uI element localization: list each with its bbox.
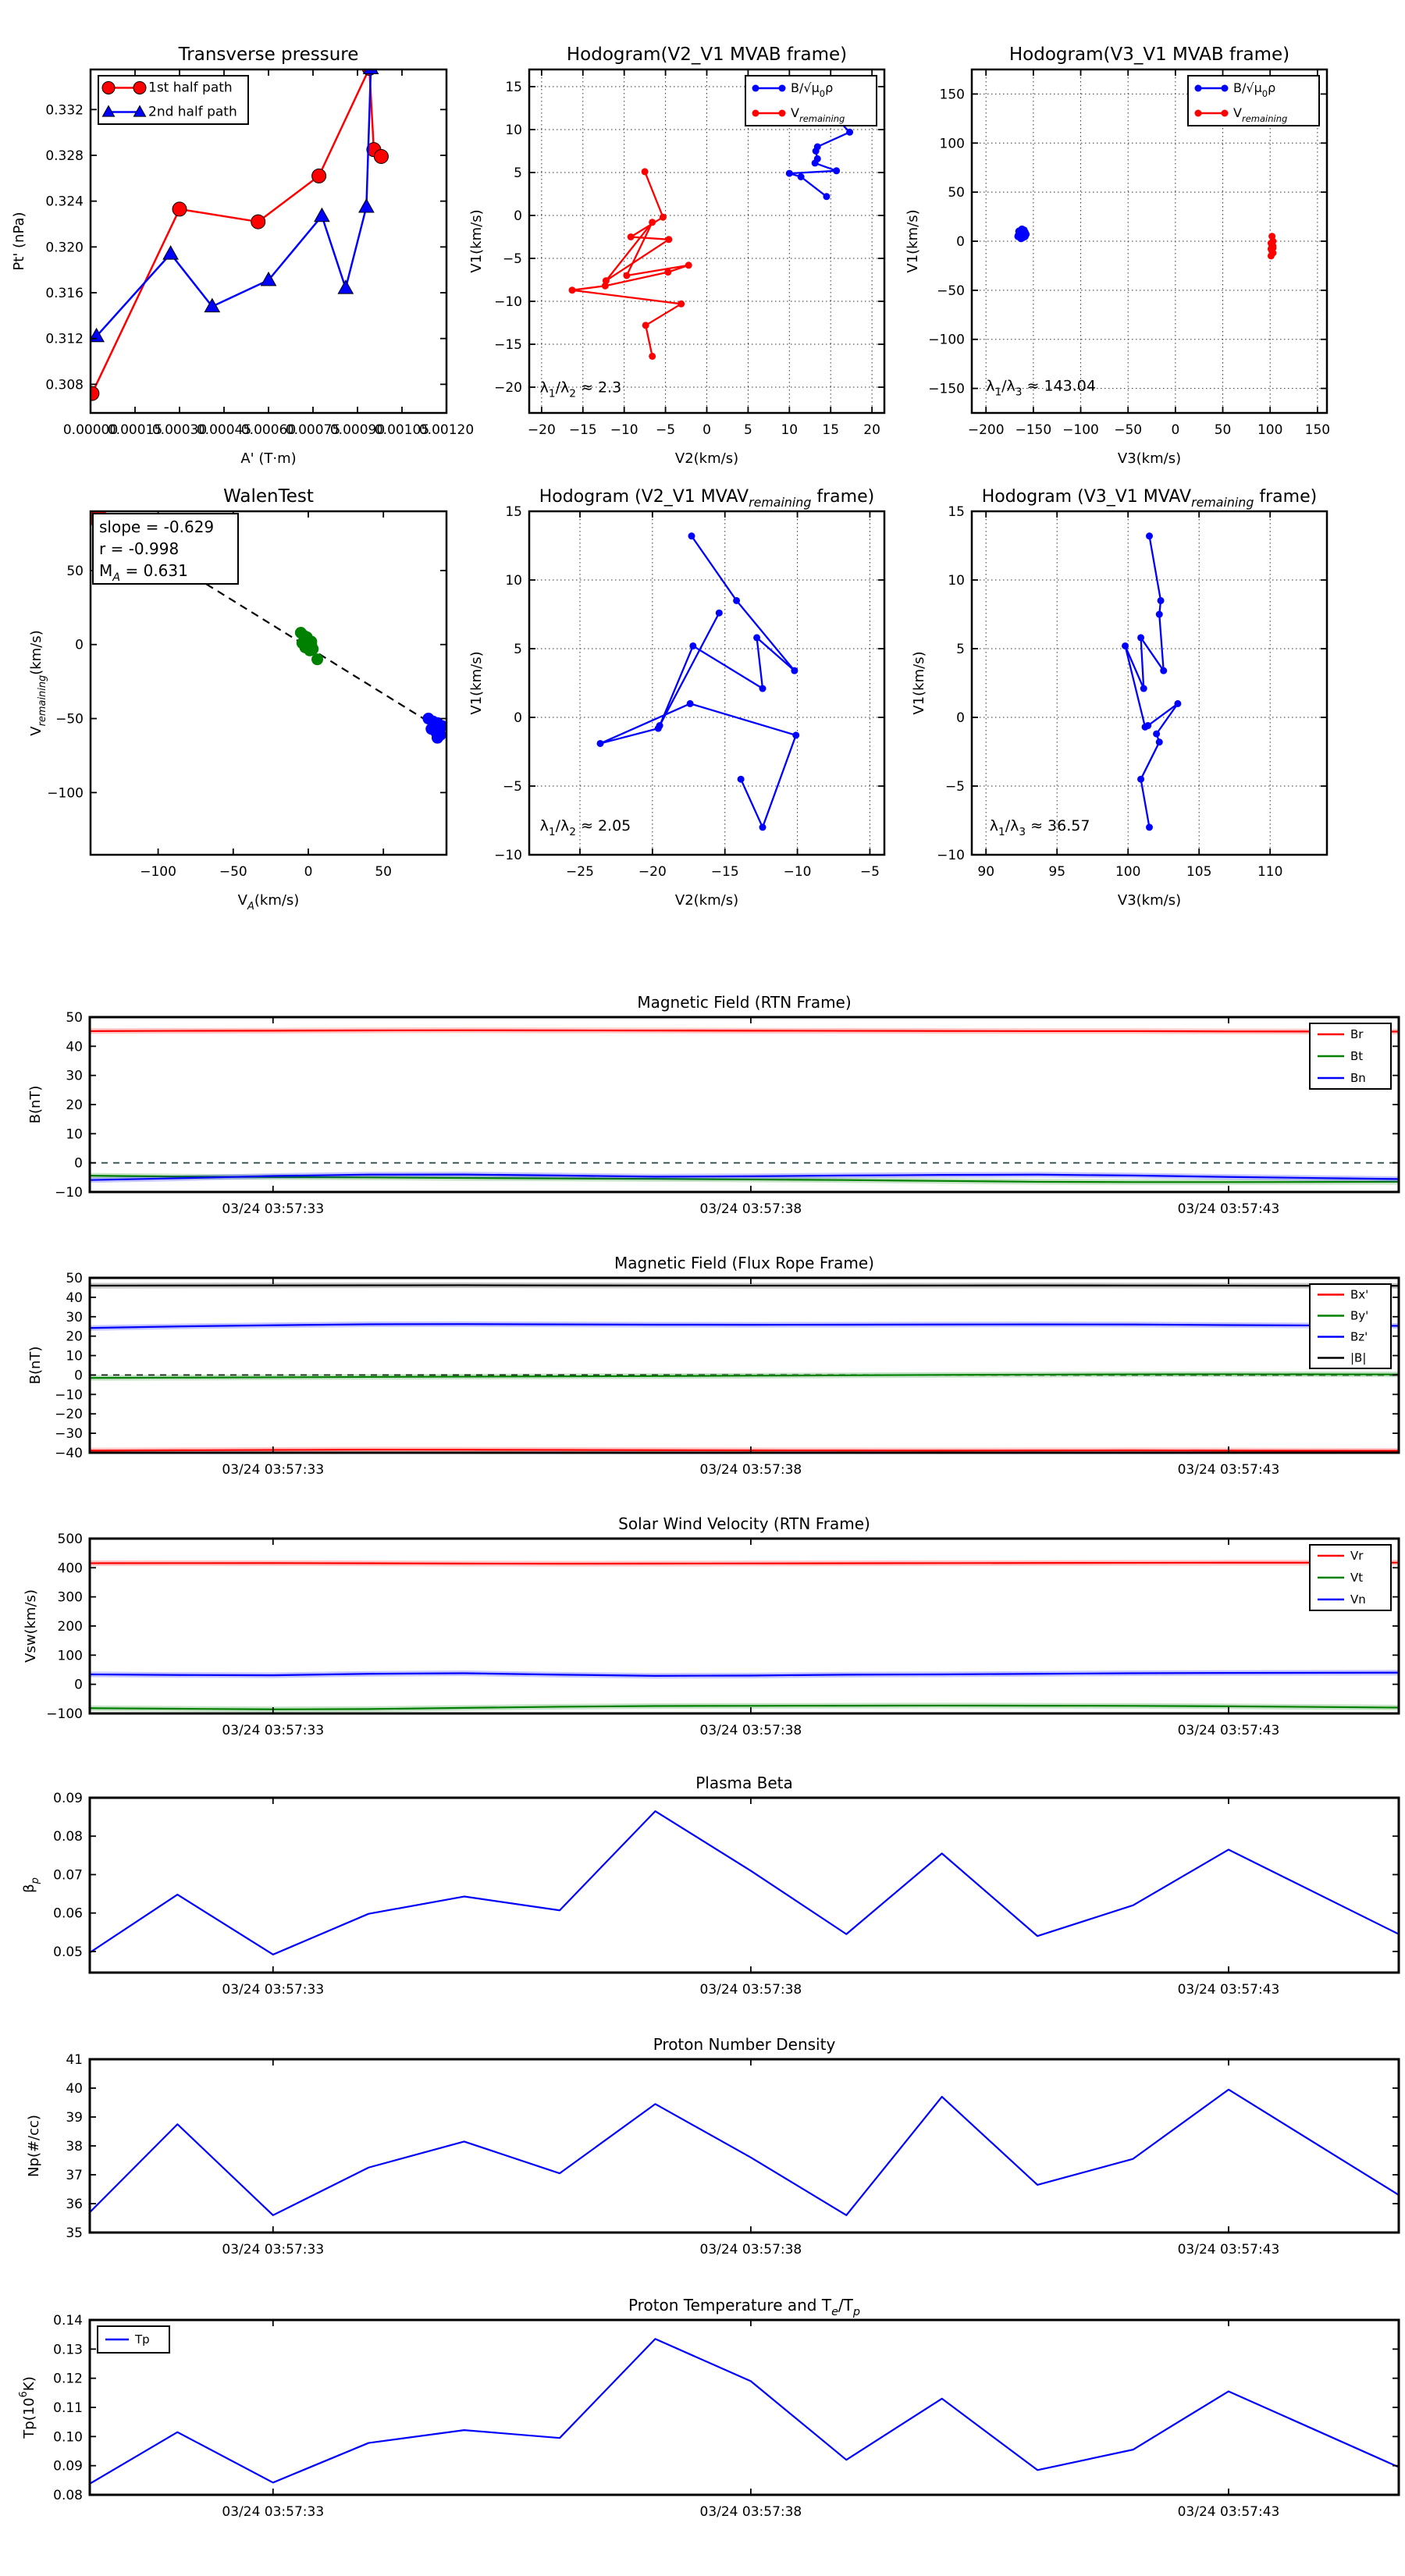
svg-text:150: 150 [1304, 422, 1331, 438]
vsw-rtn-plot [23, 1514, 1399, 1738]
svg-text:−5: −5 [944, 779, 965, 795]
svg-text:0.08: 0.08 [53, 2488, 83, 2503]
svg-text:50: 50 [66, 1271, 83, 1286]
svg-text:−30: −30 [55, 1426, 83, 1443]
hodogram-v3v1-mvab-xlabel: V3(km/s) [1117, 450, 1182, 467]
svg-text:20: 20 [66, 1329, 83, 1345]
proton-temperature-ylabel: $Tp(10^6K)$ [18, 2376, 37, 2439]
svg-text:0.00030: 0.00030 [151, 422, 208, 438]
proton-density-ticks [90, 2059, 1399, 2233]
svg-text:90: 90 [977, 864, 995, 880]
mag-rtn-ticks [90, 1017, 1399, 1192]
hodogram-v2v1-mvab-plot [468, 44, 884, 467]
svg-text:10: 10 [505, 573, 522, 589]
svg-text:100: 100 [57, 1648, 83, 1664]
hodogram-v2v1-mvav-plot [468, 487, 884, 909]
svg-text:0: 0 [1171, 422, 1180, 438]
hodogram-v2v1-mvab-xlabel: V2(km/s) [674, 450, 739, 467]
hodogram-v3v1-mvav-axes-frame [972, 511, 1327, 855]
mag-fluxrope-legend-label-b: |B| [1350, 1350, 1367, 1365]
walen-test-markers-cluster-center [295, 627, 323, 665]
svg-text:0: 0 [304, 864, 313, 880]
svg-text:5: 5 [514, 642, 522, 657]
vsw-rtn-legend-label-vr: Vr [1350, 1549, 1364, 1563]
hodogram-v3v1-mvav-ticks [972, 511, 1327, 855]
hodogram-v3v1-mvab-markers-b-over-sqrt-mu0-rho [1014, 226, 1030, 242]
svg-text:0.05: 0.05 [53, 1944, 83, 1960]
svg-text:0.308: 0.308 [45, 377, 84, 393]
svg-text:0.332: 0.332 [45, 102, 84, 119]
svg-text:300: 300 [57, 1589, 83, 1606]
svg-text:03/24 03:57:33: 03/24 03:57:33 [222, 1201, 325, 1217]
svg-text:03/24 03:57:43: 03/24 03:57:43 [1177, 2242, 1280, 2258]
walen-test-tick-labels [47, 564, 392, 880]
walen-test-stat-line-1: r = -0.998 [99, 539, 180, 558]
svg-text:0.316: 0.316 [45, 286, 84, 301]
svg-text:50: 50 [948, 185, 965, 201]
hodogram-v3v1-mvav-plot [911, 487, 1327, 909]
plasma-beta-axes-frame [90, 1798, 1399, 1973]
plasma-beta-series-beta [90, 1811, 1399, 1955]
hodogram-v3v1-mvav-grid [972, 511, 1327, 855]
hodogram-v2v1-mvav-xlabel: V2(km/s) [674, 892, 739, 909]
transverse-pressure-legend-label-1st-half-path: 1st half path [148, 80, 233, 96]
svg-text:39: 39 [66, 2110, 83, 2126]
svg-text:41: 41 [66, 2052, 83, 2068]
hodogram-v2v1-mvav-axes-frame [529, 511, 884, 855]
mag-rtn-title: Magnetic Field (RTN Frame) [637, 993, 852, 1012]
svg-text:0.00105: 0.00105 [374, 422, 430, 438]
svg-text:110: 110 [1257, 864, 1283, 880]
svg-text:10: 10 [948, 573, 965, 589]
svg-text:200: 200 [57, 1619, 83, 1635]
walen-test-statbox [93, 514, 238, 584]
vsw-rtn-legend-label-vn: Vn [1350, 1592, 1366, 1606]
svg-text:0: 0 [74, 1677, 83, 1693]
svg-text:50: 50 [375, 864, 393, 880]
proton-density-plot [26, 2035, 1399, 2258]
hodogram-v3v1-mvab-legend-label-b-0: $B/√\mu_0\rho$ [1233, 80, 1276, 99]
svg-text:03/24 03:57:38: 03/24 03:57:38 [699, 2504, 802, 2520]
svg-text:0.00075: 0.00075 [285, 422, 341, 438]
mag-rtn-series-area [90, 1030, 1399, 1183]
svg-text:03/24 03:57:33: 03/24 03:57:33 [222, 1982, 325, 1998]
svg-text:40: 40 [66, 2081, 83, 2097]
svg-text:0.11: 0.11 [53, 2400, 83, 2416]
proton-density-title: Proton Number Density [653, 2035, 836, 2054]
walen-test-xlabel: $V_A(km/s)$ [237, 892, 300, 913]
svg-text:03/24 03:57:43: 03/24 03:57:43 [1177, 2504, 1280, 2520]
proton-temperature-legend [98, 2326, 169, 2353]
mag-rtn-tick-labels [55, 1010, 1279, 1217]
mag-rtn-axes-frame [90, 1017, 1399, 1192]
hodogram-v2v1-mvav-ticks [529, 511, 884, 855]
mag-fluxrope-legend [1310, 1284, 1391, 1368]
vsw-rtn-ylabel: Vsw(km/s) [23, 1589, 39, 1663]
mag-fluxrope-series-area [90, 1285, 1399, 1450]
svg-text:03/24 03:57:43: 03/24 03:57:43 [1177, 1982, 1280, 1998]
svg-text:400: 400 [57, 1560, 83, 1577]
mag-rtn-ylabel: B(nT) [27, 1085, 44, 1124]
svg-text:500: 500 [57, 1532, 83, 1547]
mag-fluxrope-ylabel: B(nT) [27, 1346, 44, 1385]
svg-text:20: 20 [66, 1098, 83, 1113]
svg-text:37: 37 [66, 2168, 83, 2183]
hodogram-v2v1-mvav-annotation: $\lambda_1/\lambda_2 \approx 2.05$ [539, 817, 631, 839]
mag-fluxrope-series-b [90, 1285, 1399, 1286]
svg-text:15: 15 [948, 504, 965, 520]
svg-text:0.09: 0.09 [53, 2458, 83, 2475]
hodogram-v2v1-mvav-tick-labels [494, 504, 880, 880]
plasma-beta-series-area [90, 1811, 1399, 1955]
svg-text:10: 10 [66, 1126, 83, 1143]
svg-text:03/24 03:57:38: 03/24 03:57:38 [699, 1982, 802, 1998]
svg-text:03/24 03:57:38: 03/24 03:57:38 [699, 2242, 802, 2258]
mag-rtn-legend-label-br: Br [1350, 1027, 1364, 1041]
svg-text:−40: −40 [55, 1446, 83, 1461]
svg-text:100: 100 [1257, 422, 1283, 438]
mag-rtn-legend-label-bt: Bt [1350, 1049, 1364, 1063]
svg-text:150: 150 [939, 87, 965, 103]
hodogram-v2v1-mvab-annotation: $\lambda_1/\lambda_2 \approx 2.3$ [539, 379, 622, 400]
svg-text:−15: −15 [568, 422, 597, 438]
walen-test-ylabel: $V_{remaining}(km/s)$ [28, 630, 48, 736]
svg-text:−15: −15 [710, 864, 739, 880]
svg-text:95: 95 [1048, 864, 1066, 880]
svg-text:−10: −10 [494, 848, 522, 863]
svg-text:−100: −100 [1062, 422, 1099, 438]
plasma-beta-tick-labels [53, 1791, 1279, 1998]
svg-text:−10: −10 [494, 294, 522, 310]
proton-density-tick-labels [66, 2052, 1279, 2258]
proton-temperature-title: Proton Temperature and $T_e/T_p$ [628, 2296, 861, 2318]
svg-text:−20: −20 [638, 864, 667, 880]
svg-text:40: 40 [66, 1039, 83, 1055]
walen-test-title: WalenTest [223, 486, 314, 507]
svg-text:0.00090: 0.00090 [329, 422, 386, 438]
svg-text:0: 0 [74, 1155, 83, 1172]
hodogram-v3v1-mvab-legend [1188, 76, 1319, 126]
svg-text:−20: −20 [527, 422, 556, 438]
svg-text:0: 0 [74, 1368, 83, 1384]
svg-text:−20: −20 [55, 1407, 83, 1423]
hodogram-v2v1-mvav-ylabel: V1(km/s) [468, 651, 485, 715]
hodogram-v3v1-mvab-annotation: $\lambda_1/\lambda_3 \approx 143.04$ [986, 377, 1096, 399]
svg-text:−20: −20 [494, 380, 522, 396]
hodogram-v3v1-mvab-legend-label-v-remaining: $V_{remaining}$ [1233, 105, 1288, 124]
hodogram-v2v1-mvab-title: Hodogram(V2_V1 MVAB frame) [566, 44, 848, 65]
svg-text:−100: −100 [46, 1706, 83, 1722]
walen-test-markers-cluster-2nd-half [422, 713, 447, 744]
svg-text:03/24 03:57:38: 03/24 03:57:38 [699, 1201, 802, 1217]
plasma-beta-ticks [90, 1798, 1399, 1973]
svg-text:0.00120: 0.00120 [418, 422, 475, 438]
hodogram-v3v1-mvav-title: Hodogram (V3_V1 $MVAV_{remaining}$ frame) [981, 487, 1318, 510]
svg-text:03/24 03:57:43: 03/24 03:57:43 [1177, 1723, 1280, 1738]
walen-test-plot [28, 486, 448, 913]
svg-text:100: 100 [939, 136, 965, 152]
svg-text:0.00015: 0.00015 [107, 422, 163, 438]
svg-text:0: 0 [702, 422, 711, 438]
hodogram-v2v1-mvab-series-area [569, 109, 854, 360]
hodogram-v3v1-mvab-title: Hodogram(V3_V1 MVAB frame) [1008, 44, 1290, 65]
proton-temperature-series-area [90, 2339, 1399, 2484]
svg-text:30: 30 [66, 1068, 83, 1084]
svg-text:−10: −10 [610, 422, 638, 438]
svg-text:0.09: 0.09 [53, 1791, 83, 1806]
svg-text:−50: −50 [219, 864, 247, 880]
mag-fluxrope-legend-label-bx: Bx' [1350, 1287, 1369, 1302]
transverse-pressure-ylabel: Pt' (nPa) [11, 212, 27, 271]
hodogram-v2v1-mvab-legend [745, 76, 877, 126]
transverse-pressure-xlabel: A' (T·m) [240, 450, 297, 467]
svg-text:5: 5 [743, 422, 752, 438]
hodogram-v3v1-mvab-markers-v-remaining [1268, 233, 1276, 259]
svg-text:50: 50 [1214, 422, 1232, 438]
svg-text:10: 10 [505, 123, 522, 138]
proton-density-axes-frame [90, 2059, 1399, 2233]
vsw-rtn-series-area [90, 1563, 1399, 1710]
svg-text:0.07: 0.07 [53, 1867, 83, 1884]
plasma-beta-title: Plasma Beta [695, 1774, 793, 1792]
plasma-beta-ylabel: $\beta_p$ [21, 1877, 41, 1893]
proton-temperature-legend-label-tp: Tp [135, 2332, 150, 2347]
svg-text:0.00060: 0.00060 [240, 422, 297, 438]
hodogram-v3v1-mvab-plot [905, 44, 1330, 467]
hodogram-v3v1-mvab-series-area [1014, 226, 1276, 259]
svg-text:−5: −5 [859, 864, 880, 880]
svg-text:15: 15 [505, 80, 522, 95]
svg-text:20: 20 [863, 422, 880, 438]
hodogram-v2v1-mvab-legend-label-v-remaining: $V_{remaining}$ [791, 105, 845, 124]
svg-text:0.324: 0.324 [45, 194, 84, 210]
hodogram-v3v1-mvav-ylabel: V1(km/s) [911, 651, 927, 715]
mag-rtn-plot [27, 993, 1399, 1217]
svg-text:10: 10 [781, 422, 799, 438]
plasma-beta-plot [21, 1774, 1399, 1998]
svg-text:0: 0 [956, 234, 965, 250]
mag-fluxrope-legend-label-bz: Bz' [1350, 1329, 1368, 1344]
svg-text:0.14: 0.14 [53, 2313, 83, 2329]
svg-text:0: 0 [514, 208, 522, 224]
svg-text:50: 50 [66, 563, 84, 579]
hodogram-v3v1-mvav-tick-labels [937, 504, 1282, 880]
proton-density-ylabel: Np(#/cc) [26, 2115, 42, 2177]
hodogram-v2v1-mvav-title: Hodogram (V2_V1 $MVAV_{remaining}$ frame) [539, 487, 875, 510]
mag-rtn-legend-label-bn: Bn [1350, 1071, 1366, 1085]
svg-text:−15: −15 [494, 337, 522, 353]
svg-text:0.12: 0.12 [53, 2371, 83, 2387]
svg-text:−150: −150 [1015, 422, 1052, 438]
svg-text:50: 50 [66, 1010, 83, 1026]
mag-rtn-legend [1310, 1023, 1391, 1089]
vsw-rtn-legend [1310, 1545, 1391, 1610]
mag-fluxrope-legend-label-by: By' [1350, 1308, 1369, 1323]
svg-text:−100: −100 [140, 864, 176, 880]
svg-text:−100: −100 [928, 332, 965, 348]
svg-text:35: 35 [66, 2226, 83, 2241]
svg-text:0: 0 [75, 637, 84, 653]
svg-text:03/24 03:57:43: 03/24 03:57:43 [1177, 1201, 1280, 1217]
transverse-pressure-legend-label-2nd-half-path: 2nd half path [148, 104, 237, 120]
svg-text:0.06: 0.06 [53, 1905, 83, 1922]
svg-text:−100: −100 [47, 785, 84, 802]
hodogram-v2v1-mvab-ylabel: V1(km/s) [468, 209, 485, 273]
mag-fluxrope-plot [27, 1254, 1399, 1478]
walen-test-stat-line-2: $M_A = 0.631$ [99, 561, 188, 584]
svg-text:−50: −50 [55, 711, 84, 728]
proton-temperature-series-tp [90, 2339, 1399, 2484]
svg-text:105: 105 [1186, 864, 1212, 880]
svg-text:36: 36 [66, 2197, 83, 2212]
svg-text:0: 0 [514, 710, 522, 726]
svg-text:−150: −150 [928, 381, 965, 397]
mag-fluxrope-ticks [90, 1278, 1399, 1453]
svg-text:03/24 03:57:33: 03/24 03:57:33 [222, 2504, 325, 2520]
svg-text:03/24 03:57:33: 03/24 03:57:33 [222, 1723, 325, 1738]
proton-density-series-area [90, 2090, 1399, 2215]
svg-text:38: 38 [66, 2139, 83, 2154]
hodogram-v2v1-mvav-grid [529, 511, 884, 855]
svg-text:−10: −10 [55, 1387, 83, 1404]
vsw-rtn-series-vr [90, 1563, 1399, 1564]
vsw-rtn-title: Solar Wind Velocity (RTN Frame) [618, 1514, 870, 1533]
svg-text:0.320: 0.320 [45, 240, 84, 256]
svg-text:100: 100 [1115, 864, 1141, 880]
svg-text:−10: −10 [937, 848, 965, 863]
svg-text:−5: −5 [656, 422, 676, 438]
svg-text:03/24 03:57:38: 03/24 03:57:38 [699, 1723, 802, 1738]
svg-text:10: 10 [66, 1348, 83, 1364]
svg-text:5: 5 [956, 642, 965, 657]
hodogram-v3v1-mvab-ylabel: V1(km/s) [905, 209, 921, 273]
svg-text:40: 40 [66, 1290, 83, 1306]
svg-text:−10: −10 [783, 864, 812, 880]
svg-text:−5: −5 [502, 779, 522, 795]
svg-text:−50: −50 [1114, 422, 1143, 438]
svg-text:0: 0 [956, 710, 965, 726]
hodogram-v2v1-mvab-series-v-remaining [572, 172, 688, 357]
svg-text:−25: −25 [566, 864, 594, 880]
svg-text:03/24 03:57:33: 03/24 03:57:33 [222, 1462, 325, 1478]
svg-text:0.328: 0.328 [45, 148, 84, 164]
svg-text:0.312: 0.312 [45, 331, 84, 347]
hodogram-v3v1-mvav-xlabel: V3(km/s) [1117, 892, 1182, 909]
svg-text:15: 15 [822, 422, 840, 438]
svg-text:03/24 03:57:38: 03/24 03:57:38 [699, 1462, 802, 1478]
hodogram-v2v1-mvab-legend-label-b-0: $B/√\mu_0\rho$ [791, 80, 834, 99]
proton-temperature-plot [18, 2296, 1399, 2520]
svg-text:0.10: 0.10 [53, 2429, 83, 2446]
svg-text:0.00045: 0.00045 [196, 422, 252, 438]
transverse-pressure-legend [98, 76, 248, 124]
transverse-pressure-plot [11, 44, 474, 467]
mag-fluxrope-axes-frame [90, 1278, 1399, 1453]
hodogram-v3v1-mvav-annotation: $\lambda_1/\lambda_3 \approx 36.57$ [989, 817, 1090, 839]
svg-text:15: 15 [505, 504, 522, 520]
mag-fluxrope-title: Magnetic Field (Flux Rope Frame) [614, 1254, 874, 1272]
transverse-pressure-tick-labels [45, 102, 474, 438]
svg-text:0.00000: 0.00000 [62, 422, 119, 438]
svg-text:0.08: 0.08 [53, 1829, 83, 1845]
svg-text:−200: −200 [967, 422, 1005, 438]
svg-text:30: 30 [66, 1309, 83, 1325]
svg-text:5: 5 [514, 165, 522, 181]
walen-test-stat-line-0: slope = -0.629 [99, 518, 215, 536]
transverse-pressure-title: Transverse pressure [178, 44, 359, 65]
svg-text:0.13: 0.13 [53, 2342, 83, 2358]
svg-text:−5: −5 [502, 251, 522, 267]
svg-text:−50: −50 [937, 283, 965, 299]
svg-text:−10: −10 [55, 1185, 83, 1201]
proton-density-series-np [90, 2090, 1399, 2215]
svg-text:03/24 03:57:33: 03/24 03:57:33 [222, 2242, 325, 2258]
svg-text:03/24 03:57:43: 03/24 03:57:43 [1177, 1462, 1280, 1478]
vsw-rtn-legend-label-vt: Vt [1350, 1571, 1364, 1585]
